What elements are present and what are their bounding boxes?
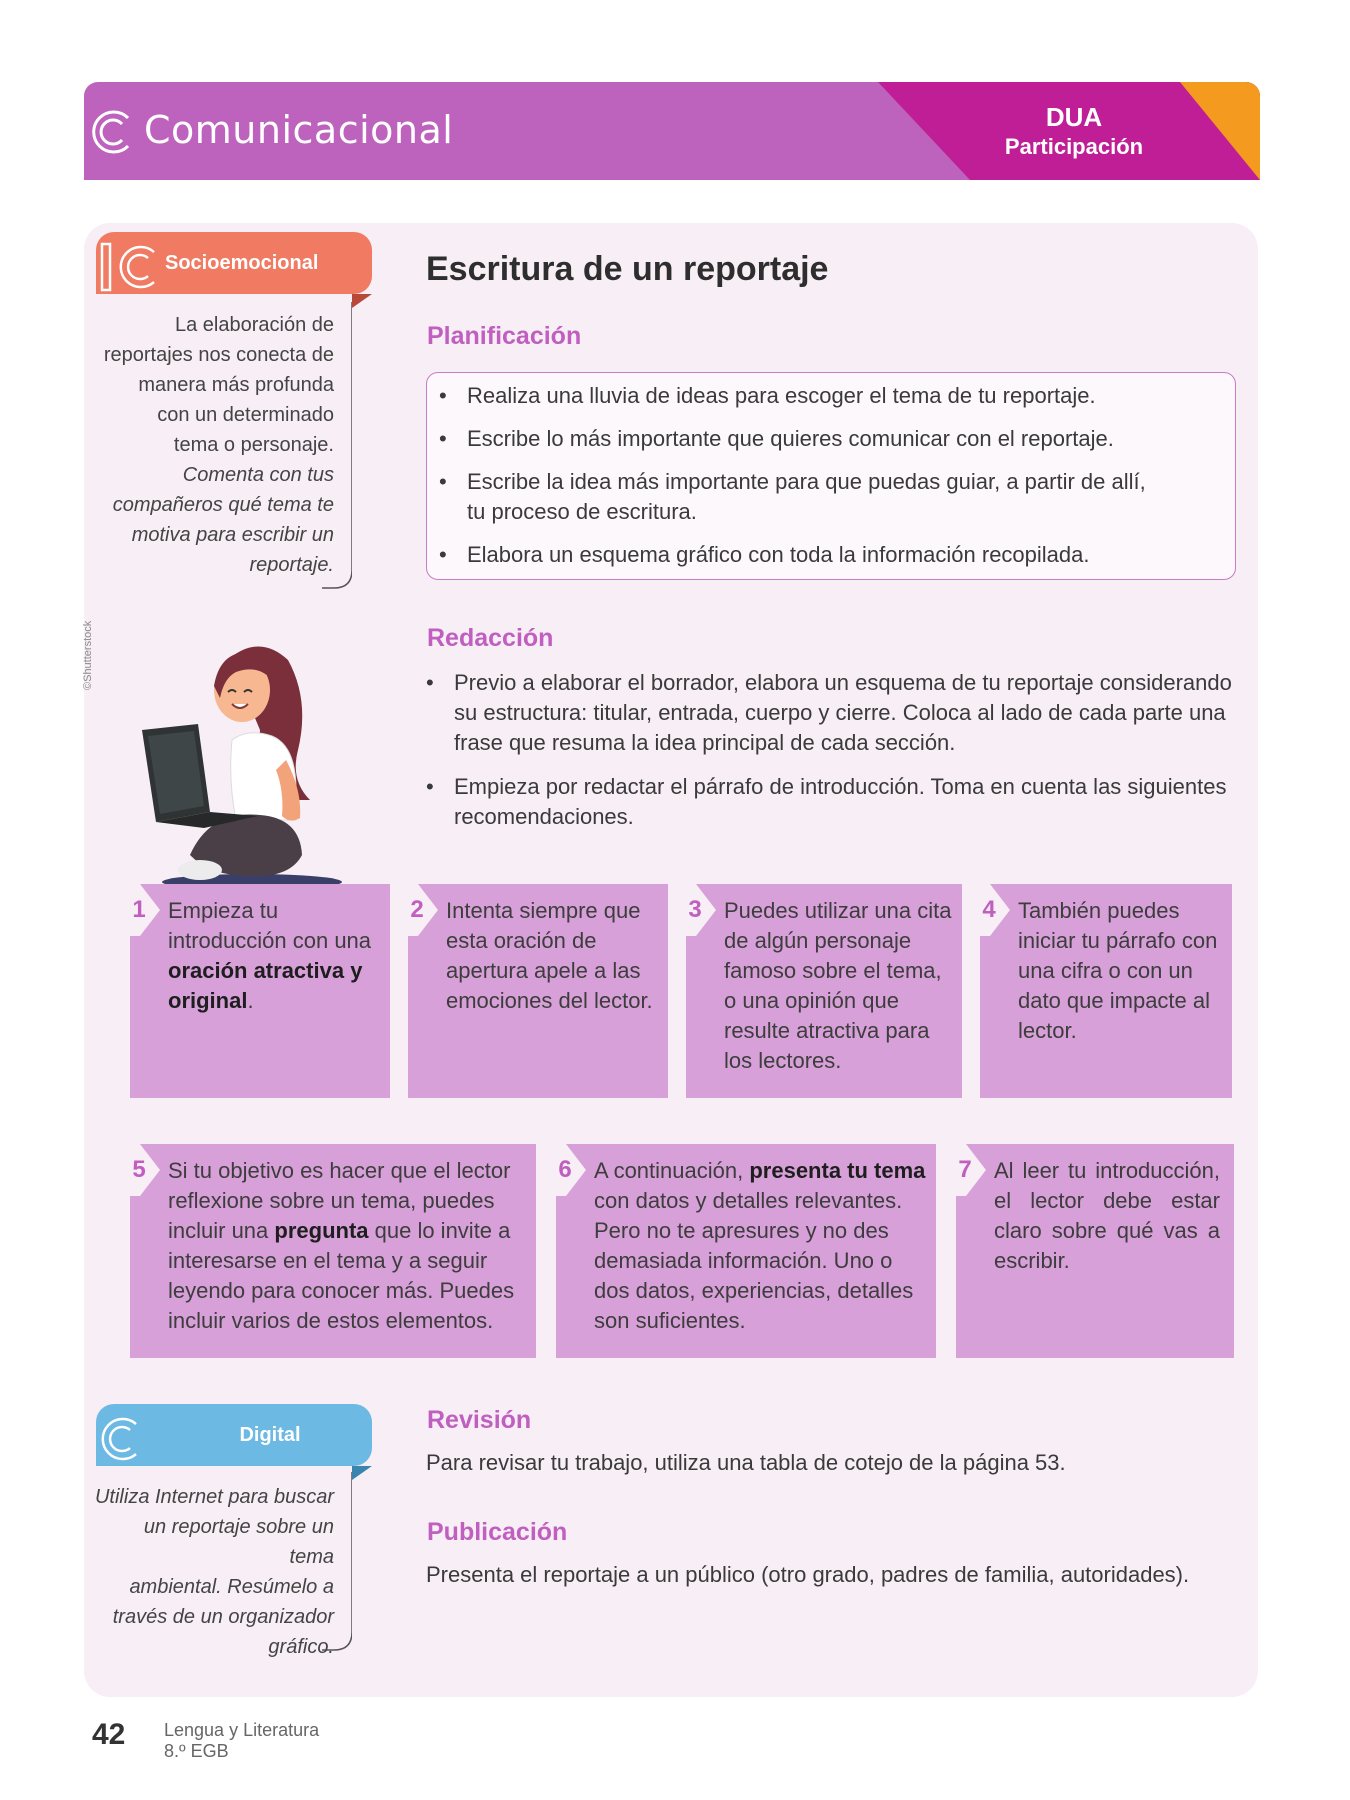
socioemocional-text [94,310,334,580]
step-number: 7 [958,1156,972,1183]
dua-label: DUA [1045,102,1103,132]
planificacion-item: • Escribe la idea más importante para que puedas guiar, a partir de allí, tu proceso de escritura. [427,467,1167,527]
socio-italic-line: reportaje. [249,554,334,576]
planificacion-item: • Realiza una lluvia de ideas para escoger el tema de tu reportaje. [427,381,1187,411]
book-title: Lengua y Literatura [164,1720,320,1740]
digital-line: través de un organizador [112,1606,334,1628]
step-text-part: . [247,988,254,1013]
step-number: 6 [558,1156,572,1183]
step-number: 2 [410,896,424,923]
step-text [168,896,384,1016]
page-number: 42 [92,1718,126,1751]
socio-italic-line: motiva para escribir un [131,524,334,546]
step-text: Puedes utilizar una cita de algún personaje famoso sobre el tema, o una opinión que resulte atractiva para los lectores. [724,898,952,1073]
redaccion-list [426,668,1246,832]
digital-line: gráfico. [268,1636,334,1658]
digital-line: ambiental. Resúmelo a [129,1576,334,1598]
step-text [594,1156,930,1336]
planificacion-box [426,372,1236,580]
step-text: Al leer tu introducción, el lector debe estar claro sobre qué vas a escribir. [994,1158,1220,1273]
planificacion-heading: Planificación [427,322,582,350]
socio-line: La elaboración de [174,314,334,336]
section-title: Comunicacional [144,108,454,152]
step-box-1 [130,884,390,1098]
digital-c-icon [96,1412,146,1466]
step-box-4 [980,884,1232,1098]
digital-line: un reportaje sobre un tema [143,1516,334,1568]
planificacion-item: • Escribe lo más importante que quieres comunicar con el reportaje. [427,424,1187,454]
redaccion-heading: Redacción [427,624,554,652]
step-number: 5 [132,1156,146,1183]
socio-line: con un determinado [157,404,334,426]
step-box-7 [956,1144,1234,1358]
girl-with-laptop-illustration [140,640,350,890]
socioemocional-ic-icon [96,240,166,294]
digital-label: Digital [239,1424,301,1446]
page-title: Escritura de un reportaje [426,250,829,288]
step-text-part: Si tu objetivo es hacer que el lector reflexione sobre un tema, puedes incluir una [168,1158,511,1243]
step-text-bold: presenta tu tema [749,1158,926,1183]
step-box-2 [408,884,668,1098]
section-banner [84,82,1260,180]
revision-heading: Revisión [427,1406,532,1434]
digital-line: Utiliza Internet para buscar [94,1486,334,1508]
step-text-part: con datos y detalles relevantes. Pero no te apresures y no des demasiada información. Uno o dos datos, experiencias, detalles son suficientes. [594,1188,914,1333]
step-text-bold: pregunta [274,1218,369,1243]
socio-line: tema o personaje. [173,434,334,456]
step-number: 4 [982,896,996,923]
digital-tab-fold [352,1466,372,1480]
step-text-part: A continuación, [594,1158,750,1183]
step-text: Intenta siempre que esta oración de apertura apele a las emociones del lector. [446,898,653,1013]
step-text: También puedes iniciar tu párrafo con una cifra o con un dato que impacte al lector. [1018,898,1218,1043]
step-box-6 [556,1144,936,1358]
step-text-part: Empieza tu introducción con una [168,898,372,953]
socioemocional-label: Socioemocional [165,252,319,274]
socio-italic-line: Comenta con tus [182,464,334,486]
step-box-3 [686,884,962,1098]
publicacion-text: Presenta el reportaje a un público (otro grado, padres de familia, autoridades). [426,1562,1190,1587]
planificacion-item: • Elabora un esquema gráfico con toda la información recopilada. [427,540,1187,570]
step-number: 1 [132,896,146,923]
image-credit: ©Shutterstock [82,620,94,690]
revision-text: Para revisar tu trabajo, utiliza una tabla de cotejo de la página 53. [426,1450,1066,1475]
socioemocional-tab-fold [352,294,372,308]
redaccion-item: • Previo a elaborar el borrador, elabora un esquema de tu reportaje considerando su estructura: titular, entrada, cuerpo y cierre. Coloca al lado de cada parte una frase que resuma la idea principal de cada sección. [426,668,1246,758]
socio-line: manera más profunda [138,374,334,396]
socio-italic-line: compañeros qué tema te [112,494,334,516]
publicacion-heading: Publicación [427,1518,568,1546]
dua-sublabel: Participación [1004,134,1144,159]
digital-text [94,1482,334,1662]
step-number: 3 [688,896,702,923]
step-text-bold: oración atractiva y original [168,958,363,1013]
book-grade: 8.º EGB [164,1741,229,1761]
step-text [168,1156,530,1336]
step-box-5 [130,1144,536,1358]
step-text-part: que lo invite a interesarse en el tema y a seguir leyendo para conocer más. Puedes incluir varios de estos elementos. [168,1218,515,1333]
socio-line: reportajes nos conecta de [103,344,334,366]
redaccion-item: • Empieza por redactar el párrafo de introducción. Toma en cuenta las siguientes recomendaciones. [426,772,1246,832]
comunicacional-c-icon [84,104,140,160]
